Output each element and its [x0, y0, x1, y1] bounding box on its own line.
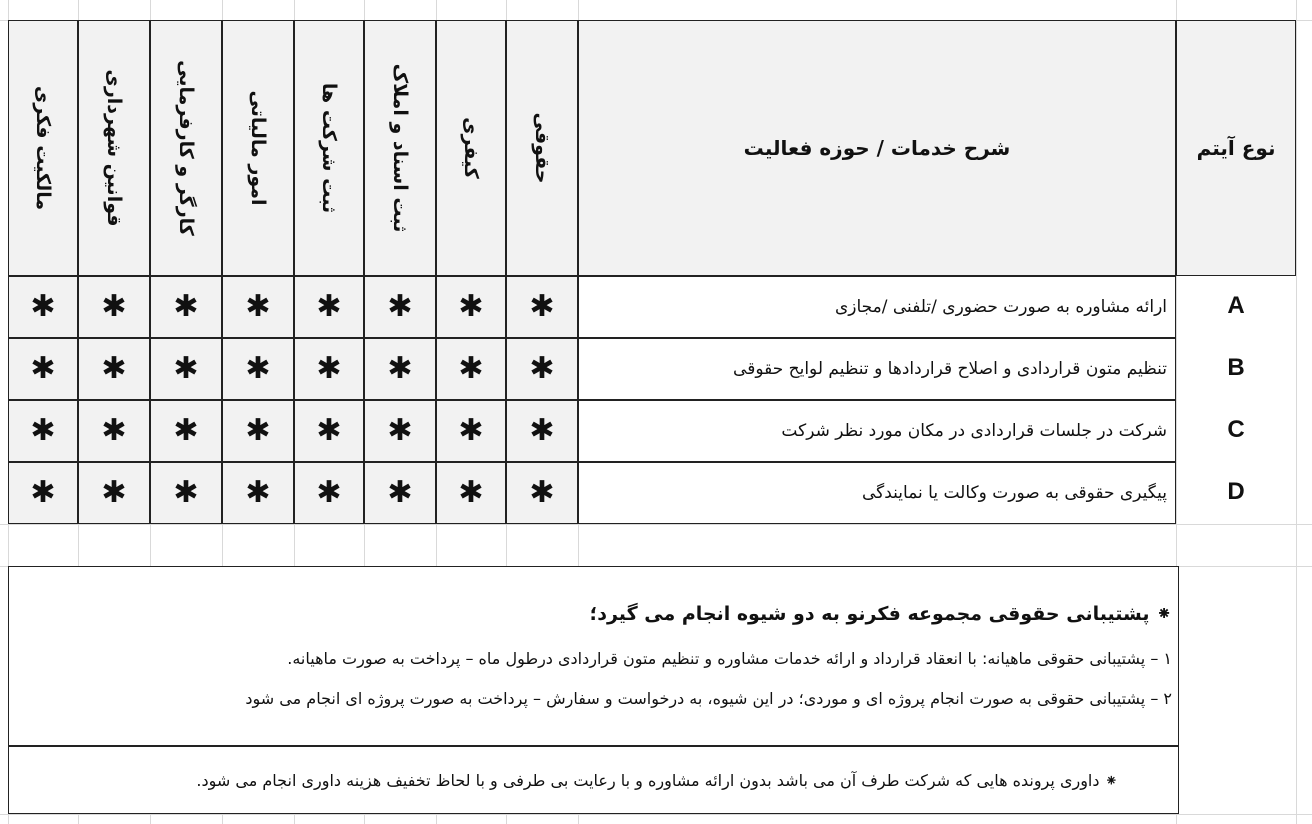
asterisk-icon: ✱ [529, 413, 555, 448]
asterisk-icon: ✱ [529, 475, 555, 510]
column-label: کارگر و کارفرمایی [175, 60, 197, 236]
asterisk-icon: ✱ [458, 475, 484, 510]
row-code: C [1178, 400, 1294, 460]
mark-cell [506, 400, 578, 462]
asterisk-icon: ✱ [245, 289, 271, 324]
column-label: حقوقی [531, 112, 553, 184]
column-header-deeds [364, 20, 436, 276]
mark-cell [78, 462, 150, 524]
asterisk-icon: ✱ [245, 475, 271, 510]
column-header-labor [150, 20, 222, 276]
mark-cell [364, 400, 436, 462]
asterisk-icon: ✱ [173, 475, 199, 510]
row-description [578, 276, 1176, 338]
column-header-company-registration [294, 20, 364, 276]
asterisk-icon: ✱ [30, 475, 56, 510]
row-code: A [1178, 276, 1294, 336]
column-label: ثبت شرکت ها [318, 82, 340, 214]
asterisk-icon: ✱ [245, 413, 271, 448]
asterisk-icon: ✱ [387, 351, 413, 386]
arbitration-note [8, 746, 1179, 814]
column-header-intellectual-property [8, 20, 78, 276]
mark-cell [364, 338, 436, 400]
mark-cell [8, 276, 78, 338]
mark-cell [294, 338, 364, 400]
row-description-text: ارائه مشاوره به صورت حضوری /تلفنی /مجازی [834, 297, 1167, 317]
notes-line-2: ۲ – پشتیبانی حقوقی به صورت انجام پروژه ای و موردی؛ در این شیوه، به درخواست و سفارش – پرداخت به صورت پروژه ای انجام می شود [245, 689, 1172, 708]
asterisk-icon: ✱ [387, 475, 413, 510]
header-item-type-label: نوع آیتم [1196, 136, 1276, 160]
mark-cell [8, 400, 78, 462]
asterisk-icon: ✱ [101, 413, 127, 448]
mark-cell [150, 276, 222, 338]
mark-cell [436, 400, 506, 462]
column-header-municipal [78, 20, 150, 276]
row-description-text: تنظیم متون قراردادی و اصلاح قراردادها و تنظیم لوایح حقوقی [733, 359, 1167, 379]
asterisk-icon: ✱ [316, 351, 342, 386]
mark-cell [150, 462, 222, 524]
row-description-text: پیگیری حقوقی به صورت وکالت یا نمایندگی [861, 483, 1167, 503]
asterisk-icon: ✱ [458, 413, 484, 448]
mark-cell [150, 338, 222, 400]
mark-cell [364, 276, 436, 338]
arbitration-note-text: ⁕ داوری پرونده هایی که شرکت طرف آن می باشد بدون ارائه مشاوره و با رعایت بی طرفی و با لحاظ تخفیف هزینه داوری انجام می شود. [196, 770, 1118, 790]
column-label: ثبت اسناد و املاک [389, 63, 411, 233]
row-code: B [1178, 338, 1294, 398]
header-description [578, 20, 1176, 276]
column-header-legal [506, 20, 578, 276]
asterisk-icon: ✱ [458, 289, 484, 324]
mark-cell [294, 276, 364, 338]
mark-cell [436, 338, 506, 400]
mark-cell [78, 400, 150, 462]
mark-cell [436, 276, 506, 338]
column-label: قوانین شهرداری [103, 69, 125, 227]
mark-cell [222, 276, 294, 338]
asterisk-icon: ✱ [173, 413, 199, 448]
column-header-tax [222, 20, 294, 276]
notes-line-1: ۱ – پشتیبانی حقوقی ماهیانه: با انعقاد قرارداد و ارائه خدمات مشاوره و تنظیم متون قراردادی درطول ماه – پرداخت به صورت ماهیانه. [287, 649, 1172, 668]
mark-cell [506, 276, 578, 338]
header-item-type [1176, 20, 1296, 276]
mark-cell [364, 462, 436, 524]
asterisk-icon: ✱ [316, 413, 342, 448]
asterisk-icon: ✱ [30, 413, 56, 448]
column-label: مالکیت فکری [32, 85, 54, 211]
row-description [578, 462, 1176, 524]
asterisk-icon: ✱ [245, 351, 271, 386]
mark-cell [150, 400, 222, 462]
mark-cell [78, 276, 150, 338]
mark-cell [436, 462, 506, 524]
mark-cell [78, 338, 150, 400]
asterisk-icon: ✱ [387, 413, 413, 448]
column-label: کیفری [460, 117, 482, 179]
mark-cell [294, 400, 364, 462]
asterisk-icon: ✱ [173, 289, 199, 324]
mark-cell [294, 462, 364, 524]
notes-box [8, 566, 1179, 746]
row-description [578, 400, 1176, 462]
column-label: امور مالیاتی [247, 90, 269, 206]
column-header-criminal [436, 20, 506, 276]
mark-cell [8, 338, 78, 400]
asterisk-icon: ✱ [101, 289, 127, 324]
asterisk-icon: ✱ [173, 351, 199, 386]
asterisk-icon: ✱ [316, 475, 342, 510]
asterisk-icon: ✱ [458, 351, 484, 386]
mark-cell [8, 462, 78, 524]
mark-cell [506, 338, 578, 400]
row-description-text: شرکت در جلسات قراردادی در مکان مورد نظر شرکت [781, 421, 1167, 441]
asterisk-icon: ✱ [529, 351, 555, 386]
row-description [578, 338, 1176, 400]
mark-cell [222, 462, 294, 524]
mark-cell [222, 338, 294, 400]
asterisk-icon: ✱ [30, 289, 56, 324]
header-description-label: شرح خدمات / حوزه فعالیت [743, 136, 1011, 160]
asterisk-icon: ✱ [529, 289, 555, 324]
notes-title: ⁕ پشتیبانی حقوقی مجموعه فکرنو به دو شیوه انجام می گیرد؛ [589, 603, 1172, 625]
mark-cell [506, 462, 578, 524]
asterisk-icon: ✱ [316, 289, 342, 324]
asterisk-icon: ✱ [101, 351, 127, 386]
asterisk-icon: ✱ [30, 351, 56, 386]
asterisk-icon: ✱ [101, 475, 127, 510]
mark-cell [222, 400, 294, 462]
row-code: D [1178, 462, 1294, 522]
asterisk-icon: ✱ [387, 289, 413, 324]
